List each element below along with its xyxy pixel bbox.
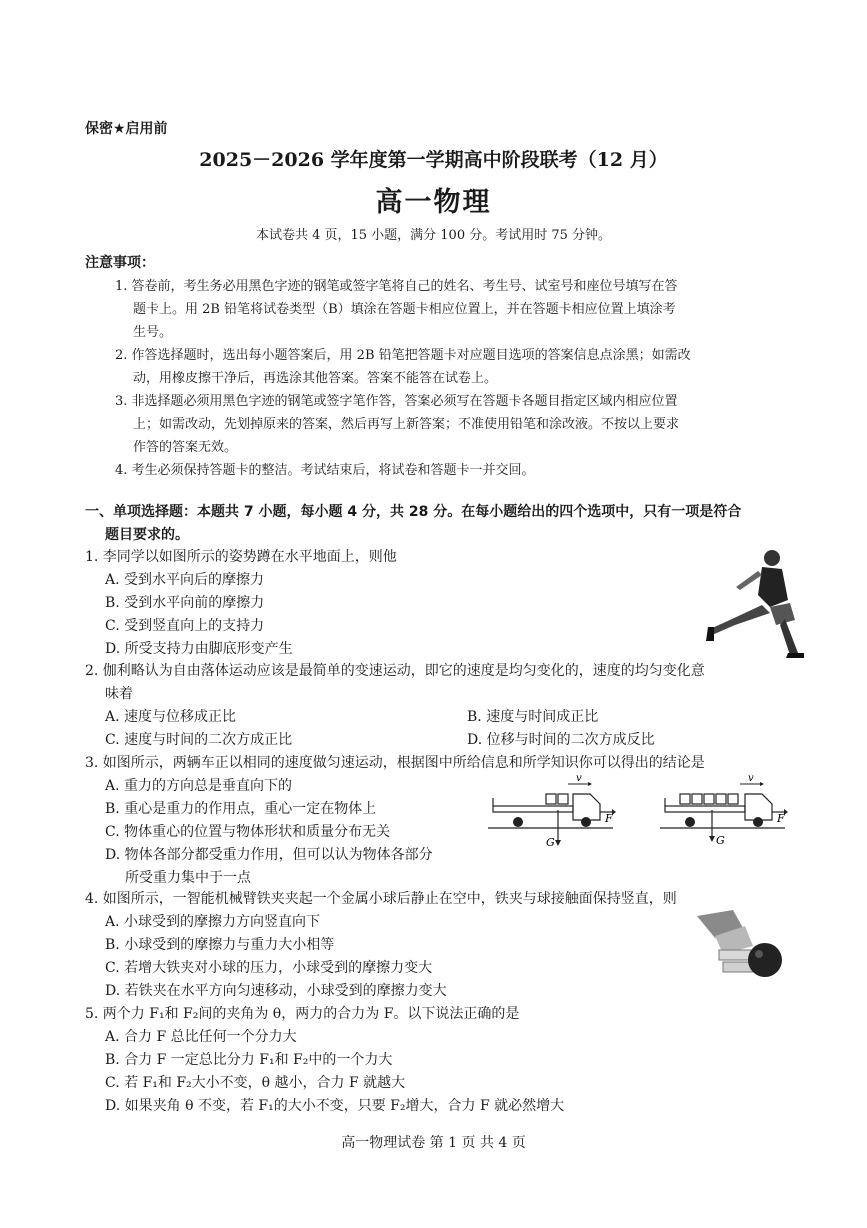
q3-option-c: C. 物体重心的位置与物体形状和质量分布无关	[105, 824, 391, 840]
q5-option-d: D. 如果夹角 θ 不变，若 F₁的大小不变，只要 F₂增大，合力 F 就必然增大	[105, 1098, 565, 1114]
exam-info: 本试卷共 4 页，15 小题，满分 100 分。考试用时 75 分钟。	[255, 228, 612, 243]
q5-option-b: B. 合力 F 一定总比分力 F₁和 F₂中的一个力大	[105, 1052, 393, 1068]
q4-option-a: A. 小球受到的摩擦力方向竖直向下	[105, 914, 321, 930]
notes-heading: 注意事项：	[85, 255, 155, 271]
q3-option-b: B. 重心是重力的作用点，重心一定在物体上	[105, 801, 377, 817]
force-label: F	[605, 812, 613, 825]
question-2-stem-cont: 味着	[105, 686, 133, 702]
velocity-label: v	[576, 773, 582, 784]
note-line: 4. 考生必须保持答题卡的整洁。考试结束后，将试卷和答题卡一并交回。	[115, 463, 535, 478]
question-2-stem: 2. 伽利略认为自由落体运动应该是最简单的变速运动，即它的速度是均匀变化的，速度的均匀变化意	[85, 663, 705, 679]
truck-figure-1	[488, 772, 618, 850]
q3-option-a: A. 重力的方向总是垂直向下的	[105, 778, 293, 794]
q2-option-d: D. 位移与时间的二次方成反比	[467, 732, 655, 748]
exam-title: 2025－2026 学年度第一学期高中阶段联考（12 月）	[199, 149, 668, 171]
note-line: 作答的答案无效。	[133, 440, 238, 455]
gravity-label: G	[546, 836, 555, 849]
truck-figure-2	[660, 772, 790, 850]
q2-option-a: A. 速度与位移成正比	[105, 709, 237, 725]
question-1-stem: 1. 李同学以如图所示的姿势蹲在水平地面上，则他	[85, 549, 397, 565]
section-heading: 题目要求的。	[105, 527, 189, 543]
q5-option-c: C. 若 F₁和 F₂大小不变，θ 越小，合力 F 就越大	[105, 1075, 406, 1091]
question-5-stem: 5. 两个力 F₁和 F₂间的夹角为 θ，两力的合力为 F。以下说法正确的是	[85, 1006, 520, 1022]
q4-option-b: B. 小球受到的摩擦力与重力大小相等	[105, 937, 335, 953]
note-line: 2. 作答选择题时，选出每小题答案后，用 2B 铅笔把答题卡对应题目选项的答案信息点涂黑；如需改	[115, 348, 691, 363]
q4-option-c: C. 若增大铁夹对小球的压力，小球受到的摩擦力变大	[105, 960, 433, 976]
q3-option-d-cont: 所受重力集中于一点	[125, 870, 251, 886]
q2-option-b: B. 速度与时间成正比	[467, 709, 599, 725]
note-line: 上；如需改动，先划掉原来的答案，然后再写上新答案；不准使用铅笔和涂改液。不按以上要求	[133, 417, 680, 432]
note-line: 动，用橡皮擦干净后，再选涂其他答案。答案不能答在试卷上。	[133, 371, 498, 386]
q4-option-d: D. 若铁夹在水平方向匀速移动，小球受到的摩擦力变大	[105, 983, 447, 999]
section-heading: 一、单项选择题：本题共 7 小题，每小题 4 分，共 28 分。在每小题给出的四个选项中，只有一项是符合	[85, 504, 742, 520]
q3-option-d: D. 物体各部分都受重力作用，但可以认为物体各部分	[105, 847, 433, 863]
robot-arm-clamp-figure	[695, 908, 790, 983]
note-line: 题卡上。用 2B 铅笔将试卷类型（B）填涂在答题卡相应位置上，并在答题卡相应位置上填涂考	[133, 302, 676, 317]
force-label: F	[777, 812, 785, 825]
subject-title: 高一物理	[375, 187, 492, 218]
note-line: 3. 非选择题必须用黑色字迹的钢笔或签字笔作答，答案必须写在答题卡各题目指定区域内相应位置	[115, 394, 678, 409]
velocity-label: v	[748, 773, 754, 784]
confidential-mark: 保密★启用前	[85, 121, 168, 137]
q1-option-b: B. 受到水平向前的摩擦力	[105, 595, 265, 611]
q5-option-a: A. 合力 F 总比任何一个分力大	[105, 1029, 297, 1045]
q1-option-a: A. 受到水平向后的摩擦力	[105, 572, 265, 588]
question-4-stem: 4. 如图所示，一智能机械臂铁夹夹起一个金属小球后静止在空中，铁夹与球接触面保持竖直，则	[85, 891, 677, 907]
page-footer: 高一物理试卷 第 1 页 共 4 页	[341, 1135, 526, 1151]
squatting-person-figure	[700, 545, 810, 660]
note-line: 生号。	[133, 325, 173, 340]
q1-option-d: D. 所受支持力由脚底形变产生	[105, 641, 293, 657]
note-line: 1. 答卷前，考生务必用黑色字迹的钢笔或签字笔将自己的姓名、考生号、试室号和座位号填写在答	[115, 279, 678, 294]
gravity-label: G	[716, 834, 725, 847]
q1-option-c: C. 受到竖直向上的支持力	[105, 618, 265, 634]
q2-option-c: C. 速度与时间的二次方成正比	[105, 732, 293, 748]
question-3-stem: 3. 如图所示，两辆车正以相同的速度做匀速运动，根据图中所给信息和所学知识你可以得出的结论是	[85, 755, 705, 771]
